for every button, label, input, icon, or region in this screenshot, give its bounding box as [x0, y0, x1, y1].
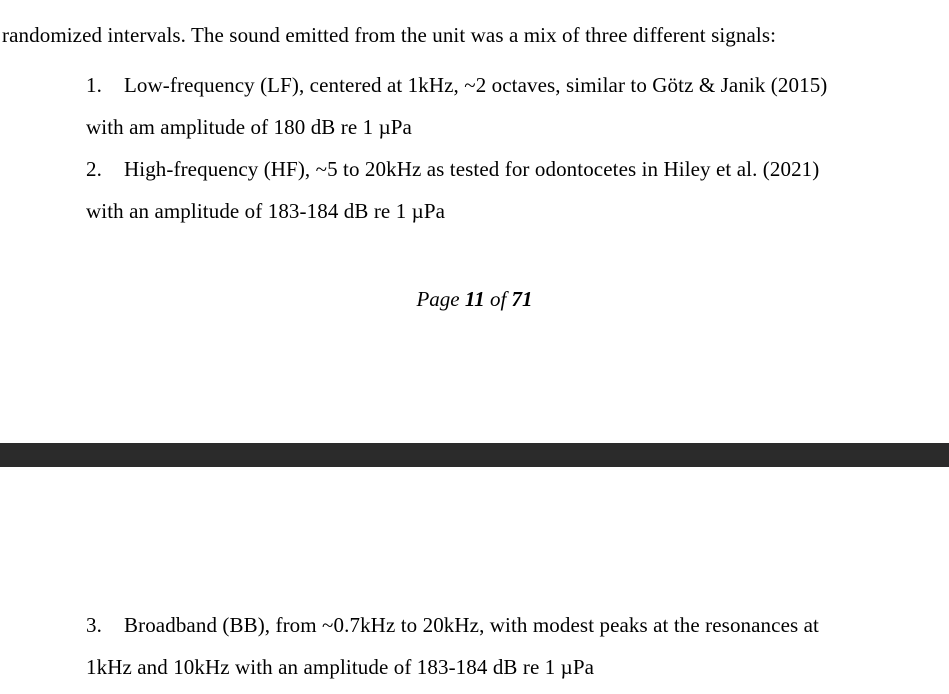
list-item-number: 3. — [86, 613, 102, 637]
signal-list — [86, 64, 931, 232]
list-item-line-1: Broadband (BB), from ~0.7kHz to 20kHz, with modest peaks at the resonances at — [124, 613, 819, 637]
page-footer-total: 71 — [511, 287, 533, 311]
list-item-line-2: with an amplitude of 183-184 dB re 1 µPa — [86, 199, 446, 223]
page-separator — [0, 443, 949, 467]
signal-list-continued — [86, 604, 931, 688]
page-footer-current: 11 — [464, 287, 485, 311]
page-footer-middle: of — [484, 287, 512, 311]
page-footer-prefix: Page — [416, 287, 465, 311]
list-item — [86, 604, 931, 688]
list-item — [86, 64, 931, 148]
lead-paragraph: randomized intervals. The sound emitted from the unit was a mix of three different signals: — [2, 23, 777, 47]
list-item-line-2: 1kHz and 10kHz with an amplitude of 183-184 dB re 1 µPa — [86, 655, 595, 679]
list-item — [86, 148, 931, 232]
page-footer — [0, 287, 949, 312]
list-item-line-2: with am amplitude of 180 dB re 1 µPa — [86, 115, 412, 139]
list-item-number: 1. — [86, 73, 102, 97]
list-item-number: 2. — [86, 157, 102, 181]
page-12 — [0, 467, 949, 694]
list-item-line-1: Low-frequency (LF), centered at 1kHz, ~2 octaves, similar to Götz & Janik (2015) — [124, 73, 828, 97]
list-item-line-1: High-frequency (HF), ~5 to 20kHz as tested for odontocetes in Hiley et al. (2021) — [124, 157, 820, 181]
